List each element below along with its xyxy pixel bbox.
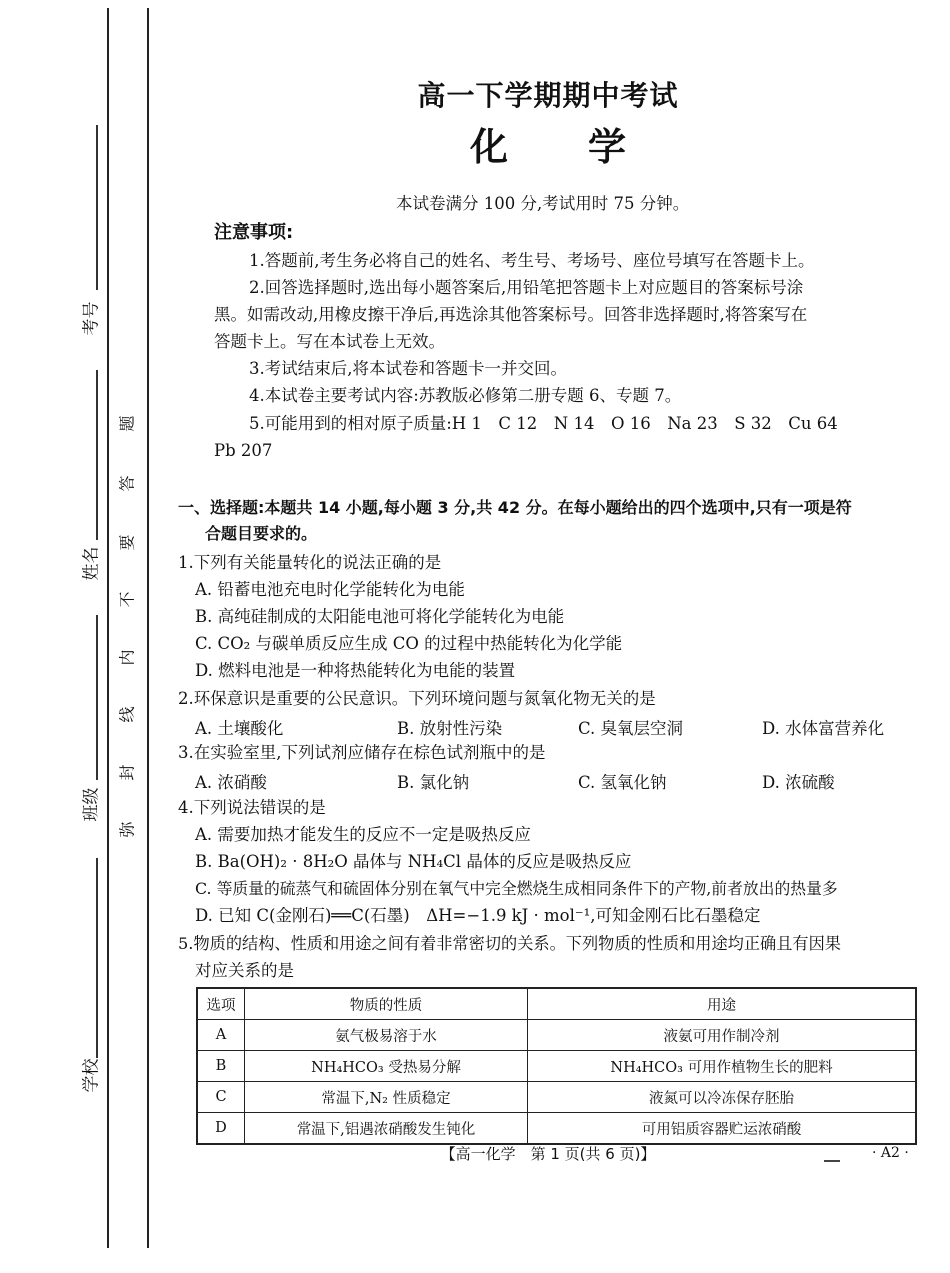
table-row (197, 1113, 916, 1145)
margin-line-outer (107, 8, 109, 1248)
question-5-table (196, 987, 917, 1145)
exam-info: 本试卷满分 100 分,考试用时 75 分钟。 (396, 194, 690, 213)
note-2-cont: 黑。如需改动,用橡皮擦干净后,再选涂其他答案标号。回答非选择题时,将答案写在 (214, 305, 808, 324)
seal-char: 要 (117, 534, 137, 551)
question-2-option-d: D. 水体富营养化 (762, 719, 885, 738)
section-heading: 一、选择题:本题共 14 小题,每小题 3 分,共 42 分。在每小题给出的四个选项中,只有一项是符 (178, 498, 852, 517)
table-row (197, 1020, 916, 1051)
table-row (197, 1051, 916, 1082)
question-1-option-b: B. 高纯硅制成的太阳能电池可将化学能转化为电能 (195, 607, 565, 626)
table-cell: NH₄HCO₃ 可用作植物生长的肥料 (528, 1051, 917, 1082)
seal-char: 内 (117, 649, 137, 666)
question-1-option-c: C. CO₂ 与碳单质反应生成 CO 的过程中热能转化为化学能 (195, 634, 623, 653)
class-label: 班级 (81, 787, 102, 822)
seal-char: 题 (117, 415, 137, 432)
school-label: 学校 (81, 1058, 102, 1093)
seal-char: 线 (117, 706, 137, 723)
table-cell: C (197, 1082, 245, 1113)
question-2-option-c: C. 臭氧层空洞 (578, 719, 684, 738)
note-5: 5.可能用到的相对原子质量:H 1 C 12 N 14 O 16 Na 23 S 32 Cu 64 (249, 414, 838, 433)
question-4-option-a: A. 需要加热才能发生的反应不一定是吸热反应 (195, 825, 531, 844)
seal-char: 不 (117, 591, 137, 608)
note-5-cont: Pb 207 (214, 441, 273, 460)
table-header-row (197, 988, 916, 1020)
question-4-stem: 4.下列说法错误的是 (178, 798, 326, 817)
question-2-option-b: B. 放射性污染 (397, 719, 503, 738)
question-2-stem: 2.环保意识是重要的公民意识。下列环境问题与氮氧化物无关的是 (178, 689, 656, 708)
question-3-option-c: C. 氢氧化钠 (578, 773, 667, 792)
exam-no-label: 考号 (81, 301, 102, 336)
table-cell: D (197, 1113, 245, 1145)
table-cell: B (197, 1051, 245, 1082)
seal-char: 封 (117, 764, 137, 781)
name-blank (96, 370, 98, 540)
class-blank (96, 615, 98, 780)
footer-dash (824, 1160, 840, 1162)
table-cell: 常温下,N₂ 性质稳定 (245, 1082, 528, 1113)
margin-line-inner (147, 8, 149, 1248)
question-4-option-d: D. 已知 C(金刚石)══C(石墨) ΔH=−1.9 kJ · mol⁻¹,可知金刚石比石墨稳定 (195, 906, 761, 925)
subject-title: 化学 (469, 125, 706, 169)
table-header-cell: 选项 (197, 988, 245, 1020)
table-header-cell: 用途 (528, 988, 917, 1020)
table-cell: 液氮可以冷冻保存胚胎 (528, 1082, 917, 1113)
table-cell: 可用铝质容器贮运浓硝酸 (528, 1113, 917, 1145)
question-5-stem: 5.物质的结构、性质和用途之间有着非常密切的关系。下列物质的性质和用途均正确且有因果 (178, 934, 841, 953)
question-3-stem: 3.在实验室里,下列试剂应储存在棕色试剂瓶中的是 (178, 743, 546, 762)
note-2: 2.回答选择题时,选出每小题答案后,用铅笔把答题卡上对应题目的答案标号涂 (249, 278, 804, 297)
question-4-option-b: B. Ba(OH)₂ · 8H₂O 晶体与 NH₄Cl 晶体的反应是吸热反应 (195, 852, 632, 871)
name-label: 姓名 (81, 546, 102, 581)
table-header-cell: 物质的性质 (245, 988, 528, 1020)
section-heading-cont: 合题目要求的。 (205, 524, 318, 543)
table-cell: 液氨可用作制冷剂 (528, 1020, 917, 1051)
school-blank (96, 858, 98, 1058)
table-cell: 氨气极易溶于水 (245, 1020, 528, 1051)
question-1-option-d: D. 燃料电池是一种将热能转化为电能的装置 (195, 661, 516, 680)
question-3-option-d: D. 浓硫酸 (762, 773, 835, 792)
note-4: 4.本试卷主要考试内容:苏教版必修第二册专题 6、专题 7。 (249, 386, 682, 405)
page-footer: 【高一化学 第 1 页(共 6 页)】 (440, 1145, 656, 1163)
note-2-cont: 答题卡上。写在本试卷上无效。 (214, 332, 445, 351)
question-3-option-a: A. 浓硝酸 (195, 773, 267, 792)
seal-char: 弥 (117, 821, 137, 838)
table-cell: A (197, 1020, 245, 1051)
seal-char: 答 (117, 475, 137, 492)
table-row (197, 1082, 916, 1113)
question-3-option-b: B. 氯化钠 (397, 773, 470, 792)
question-4-option-c: C. 等质量的硫蒸气和硫固体分别在氧气中完全燃烧生成相同条件下的产物,前者放出的热量多 (195, 879, 838, 898)
question-5-stem-cont: 对应关系的是 (195, 961, 294, 980)
notes-heading: 注意事项: (214, 222, 294, 243)
paper-code: · A2 · (872, 1145, 909, 1161)
question-2-option-a: A. 土壤酸化 (195, 719, 284, 738)
table-cell: NH₄HCO₃ 受热易分解 (245, 1051, 528, 1082)
question-1-option-a: A. 铅蓄电池充电时化学能转化为电能 (195, 580, 465, 599)
question-1-stem: 1.下列有关能量转化的说法正确的是 (178, 553, 442, 572)
exam-title: 高一下学期期中考试 (417, 79, 679, 112)
note-3: 3.考试结束后,将本试卷和答题卡一并交回。 (249, 359, 567, 378)
table-cell: 常温下,铝遇浓硝酸发生钝化 (245, 1113, 528, 1145)
note-1: 1.答题前,考生务必将自己的姓名、考生号、考场号、座位号填写在答题卡上。 (249, 251, 815, 270)
